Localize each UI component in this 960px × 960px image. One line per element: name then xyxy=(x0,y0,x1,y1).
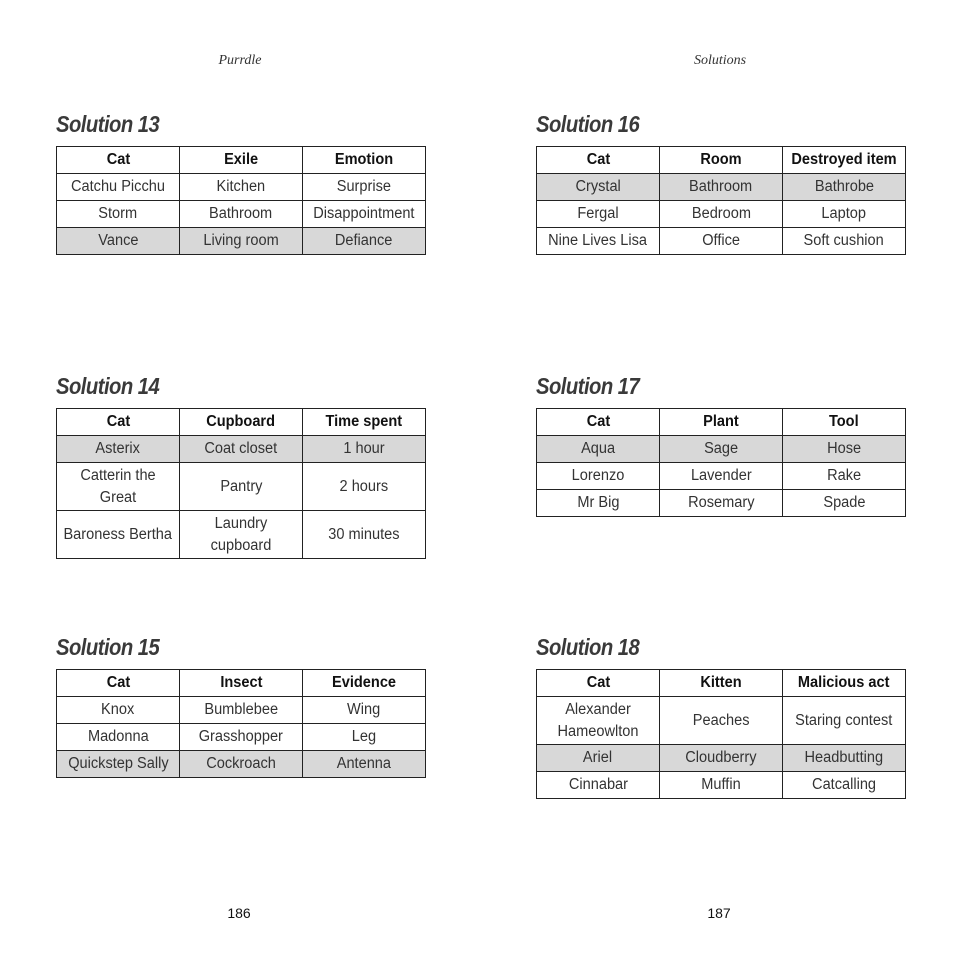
table-cell: Office xyxy=(660,228,783,255)
table-header-row xyxy=(57,409,426,436)
table-row xyxy=(57,724,426,751)
table-cell: Coat closet xyxy=(180,436,303,463)
table-cell: Leg xyxy=(303,724,426,751)
column-header: Kitten xyxy=(660,670,783,697)
column-header: Cat xyxy=(537,147,660,174)
solution-table xyxy=(536,146,906,255)
solution-table xyxy=(56,669,426,778)
column-header: Insect xyxy=(180,670,303,697)
table-row xyxy=(537,463,906,490)
table-cell: Muffin xyxy=(660,772,783,799)
table-header-row xyxy=(537,409,906,436)
table-row-highlighted xyxy=(57,436,426,463)
column-header: Evidence xyxy=(303,670,426,697)
table-cell: Wing xyxy=(303,697,426,724)
table-cell: Spade xyxy=(783,490,906,517)
table-row xyxy=(57,697,426,724)
table-row-highlighted xyxy=(57,751,426,778)
table-cell: Bathrobe xyxy=(783,174,906,201)
page-number-left: 186 xyxy=(227,905,251,921)
table-cell: Aqua xyxy=(537,436,660,463)
solution-17 xyxy=(536,372,906,517)
table-row-highlighted xyxy=(537,745,906,772)
running-head-left: Purrdle xyxy=(218,53,262,68)
table-header-row xyxy=(57,147,426,174)
table-header-row xyxy=(537,147,906,174)
table-row xyxy=(57,511,426,559)
column-header: Cat xyxy=(57,409,180,436)
solution-title: Solution 16 xyxy=(536,111,640,137)
table-cell: Pantry xyxy=(180,463,303,511)
solution-title: Solution 18 xyxy=(536,634,640,660)
table-cell: Baroness Bertha xyxy=(57,511,180,559)
table-cell: Mr Big xyxy=(537,490,660,517)
table-cell: Ariel xyxy=(537,745,660,772)
table-cell: Living room xyxy=(180,228,303,255)
table-cell: Catchu Picchu xyxy=(57,174,180,201)
solution-table xyxy=(56,408,426,559)
table-cell: Knox xyxy=(57,697,180,724)
table-cell: Madonna xyxy=(57,724,180,751)
table-row xyxy=(537,772,906,799)
table-cell: Laptop xyxy=(783,201,906,228)
table-row xyxy=(57,174,426,201)
table-cell: Rake xyxy=(783,463,906,490)
solution-table xyxy=(536,408,906,517)
table-cell: Sage xyxy=(660,436,783,463)
solution-13 xyxy=(56,110,426,255)
table-row-highlighted xyxy=(537,436,906,463)
table-cell: Fergal xyxy=(537,201,660,228)
table-cell: Grasshopper xyxy=(180,724,303,751)
table-row xyxy=(537,228,906,255)
table-cell: Bedroom xyxy=(660,201,783,228)
table-cell: Defiance xyxy=(303,228,426,255)
running-head-right: Solutions xyxy=(693,53,747,68)
table-row-highlighted xyxy=(57,228,426,255)
solution-15 xyxy=(56,633,426,778)
table-cell: Bumblebee xyxy=(180,697,303,724)
solution-table xyxy=(536,669,906,799)
table-cell: Alexander Hameowlton xyxy=(537,697,660,745)
table-cell: Peaches xyxy=(660,697,783,745)
table-cell: Laundry cupboard xyxy=(180,511,303,559)
table-row xyxy=(537,490,906,517)
table-cell: Catterin the Great xyxy=(57,463,180,511)
table-cell: Asterix xyxy=(57,436,180,463)
column-header: Room xyxy=(660,147,783,174)
table-cell: Lorenzo xyxy=(537,463,660,490)
solution-14 xyxy=(56,372,426,559)
solution-title: Solution 13 xyxy=(56,111,160,137)
table-cell: Bathroom xyxy=(180,201,303,228)
table-cell: Vance xyxy=(57,228,180,255)
column-header: Cat xyxy=(57,147,180,174)
table-cell: Headbutting xyxy=(783,745,906,772)
solution-16 xyxy=(536,110,906,255)
page-number-right: 187 xyxy=(707,905,731,921)
column-header: Time spent xyxy=(303,409,426,436)
column-header: Tool xyxy=(783,409,906,436)
column-header: Cat xyxy=(537,409,660,436)
table-row-highlighted xyxy=(537,174,906,201)
table-cell: Kitchen xyxy=(180,174,303,201)
table-cell: Surprise xyxy=(303,174,426,201)
table-row xyxy=(537,697,906,745)
table-cell: Nine Lives Lisa xyxy=(537,228,660,255)
column-header: Plant xyxy=(660,409,783,436)
table-cell: Bathroom xyxy=(660,174,783,201)
table-cell: Soft cushion xyxy=(783,228,906,255)
solution-title: Solution 17 xyxy=(536,373,640,399)
table-row xyxy=(537,201,906,228)
table-cell: Catcalling xyxy=(783,772,906,799)
table-row xyxy=(57,463,426,511)
column-header: Cat xyxy=(537,670,660,697)
solution-title: Solution 14 xyxy=(56,373,160,399)
table-row xyxy=(57,201,426,228)
table-cell: Cloudberry xyxy=(660,745,783,772)
column-header: Exile xyxy=(180,147,303,174)
column-header: Destroyed item xyxy=(783,147,906,174)
table-cell: Disappointment xyxy=(303,201,426,228)
table-cell: 30 minutes xyxy=(303,511,426,559)
table-header-row xyxy=(57,670,426,697)
table-cell: Lavender xyxy=(660,463,783,490)
solution-18 xyxy=(536,633,906,799)
solution-title: Solution 15 xyxy=(56,634,160,660)
table-cell: Quickstep Sally xyxy=(57,751,180,778)
column-header: Cat xyxy=(57,670,180,697)
table-cell: Staring contest xyxy=(783,697,906,745)
table-cell: 1 hour xyxy=(303,436,426,463)
table-header-row xyxy=(537,670,906,697)
table-cell: Hose xyxy=(783,436,906,463)
table-cell: Antenna xyxy=(303,751,426,778)
table-cell: Storm xyxy=(57,201,180,228)
table-cell: Cockroach xyxy=(180,751,303,778)
column-header: Emotion xyxy=(303,147,426,174)
column-header: Cupboard xyxy=(180,409,303,436)
table-cell: 2 hours xyxy=(303,463,426,511)
solution-table xyxy=(56,146,426,255)
table-cell: Rosemary xyxy=(660,490,783,517)
column-header: Malicious act xyxy=(783,670,906,697)
table-cell: Cinnabar xyxy=(537,772,660,799)
table-cell: Crystal xyxy=(537,174,660,201)
